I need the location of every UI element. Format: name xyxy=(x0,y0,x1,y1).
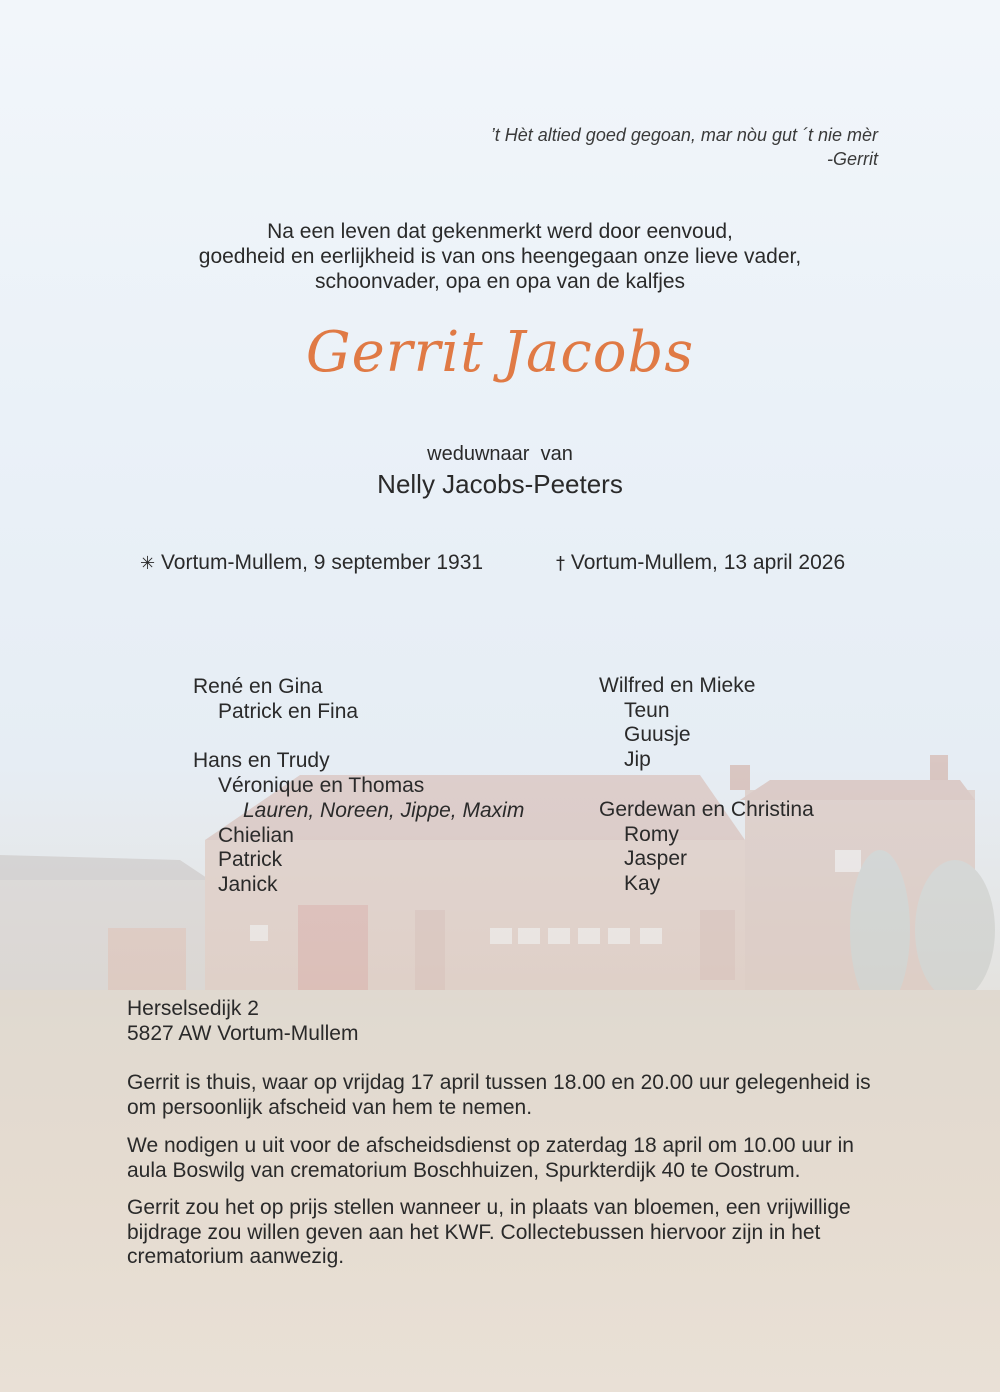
birth-text: Vortum-Mullem, 9 september 1931 xyxy=(160,551,484,574)
family-child: Guusje xyxy=(624,723,691,747)
family-child: Teun xyxy=(624,698,670,722)
family-parents: Hans en Trudy xyxy=(193,749,330,773)
intro-text xyxy=(100,219,900,294)
service-paragraph: We nodigen u uit voor de afscheidsdienst op zaterdag 18 april om 10.00 uur in aula Boswilg van crematorium Boschhuizen, Spurkterdijk 40 te Oostrum. xyxy=(127,1134,854,1182)
family-list-right xyxy=(599,674,814,897)
death-date xyxy=(556,551,845,575)
widower-label: weduwnaar van xyxy=(427,443,573,465)
family-child: Patrick en Fina xyxy=(218,699,359,723)
quote-author: -Gerrit xyxy=(827,149,878,169)
family-child: Romy xyxy=(624,822,679,846)
death-cross-icon: † xyxy=(556,553,565,574)
donation-paragraph: Gerrit zou het op prijs stellen wanneer u, in plaats van bloemen, een vrijwillige bijdrage zou willen geven aan het KWF. Collectebussen hiervoor zijn in het crematorium aanwezig. xyxy=(127,1196,851,1268)
intro-line: schoonvader, opa en opa van de kalfjes xyxy=(314,270,686,293)
address xyxy=(127,997,358,1046)
family-child: Patrick xyxy=(218,848,283,872)
family-list-left xyxy=(193,675,524,898)
quote-text: ’t Hèt altied goed gegoan, mar nòu gut ´t nie mèr xyxy=(490,125,878,145)
family-grandchildren: Lauren, Noreen, Jippe, Maxim xyxy=(243,798,525,822)
address-street: Herselsedijk 2 xyxy=(127,997,259,1020)
intro-line: Na een leven dat gekenmerkt werd door eenvoud, xyxy=(267,220,733,243)
birth-date xyxy=(140,551,483,575)
family-child: Janick xyxy=(218,872,278,896)
family-child: Véronique en Thomas xyxy=(218,774,425,798)
family-child: Jip xyxy=(624,748,651,772)
family-child: Chielian xyxy=(218,823,294,847)
spouse-name: Nelly Jacobs-Peeters xyxy=(377,469,623,499)
visitation-paragraph: Gerrit is thuis, waar op vrijdag 17 april tussen 18.00 en 20.00 uur gelegenheid is om persoonlijk afscheid van hem te nemen. xyxy=(127,1071,871,1119)
quote xyxy=(380,123,878,171)
family-parents: Gerdewan en Christina xyxy=(599,797,814,821)
family-child: Kay xyxy=(624,871,661,895)
family-parents: René en Gina xyxy=(193,675,323,698)
family-parents: Wilfred en Mieke xyxy=(599,674,756,697)
deceased-name: Gerrit Jacobs xyxy=(305,320,695,385)
intro-line: goedheid en eerlijkheid is van ons heengegaan onze lieve vader, xyxy=(198,245,802,268)
birth-star-icon: ✳ xyxy=(140,553,156,574)
death-text: Vortum-Mullem, 13 april 2026 xyxy=(570,551,846,574)
family-child: Jasper xyxy=(624,847,688,871)
address-city: 5827 AW Vortum-Mullem xyxy=(127,1021,359,1045)
